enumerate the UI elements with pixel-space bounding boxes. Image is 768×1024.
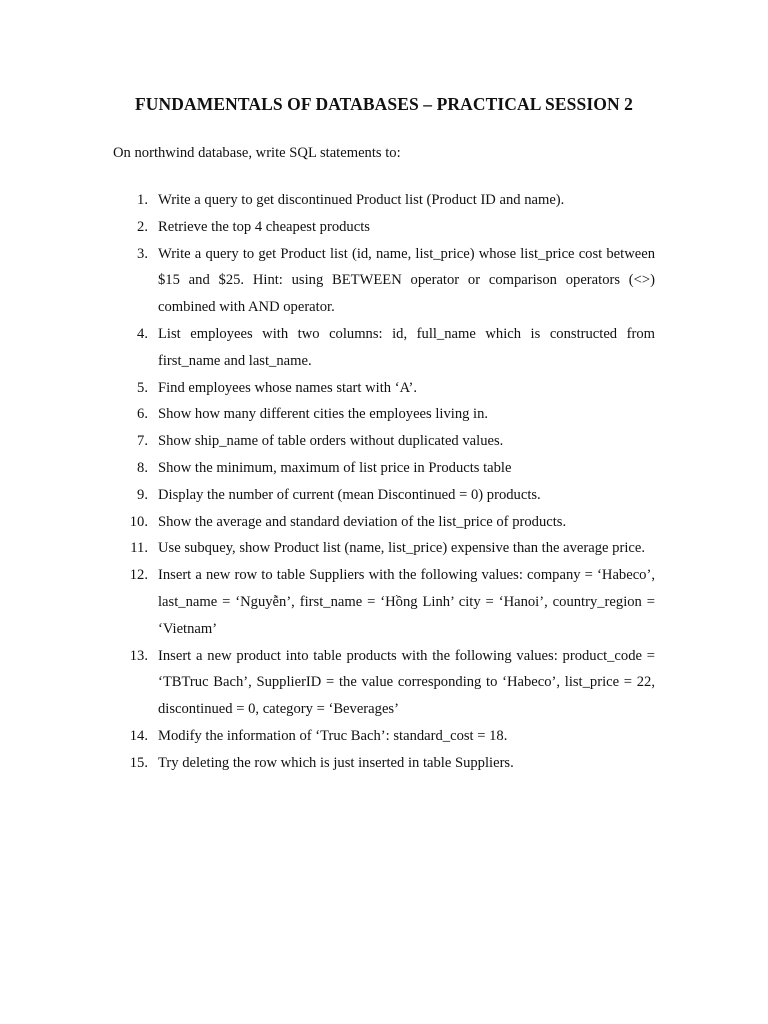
item-text: Show ship_name of table orders without duplicated values. [158, 433, 504, 450]
intro-text: On northwind database, write SQL statements to: [113, 145, 401, 161]
list-item [0, 750, 768, 777]
list-item [0, 375, 768, 402]
item-text: Modify the information of ‘Truc Bach’: standard_cost = 18. [158, 727, 508, 744]
list-item [0, 187, 768, 214]
list-item [0, 321, 768, 375]
item-number: 1. [137, 192, 148, 208]
list-item [0, 455, 768, 482]
item-text: Insert a new product into table products with the following values: product_code = ‘TBTruc Bach’, SupplierID = the value corresponding to ‘Habeco’, list_price = 22, discontinued = 0, category = ‘Beverages’ [158, 647, 655, 718]
page-title: FUNDAMENTALS OF DATABASES – PRACTICAL SESSION 2 [134, 94, 634, 114]
item-number: 3. [137, 245, 148, 262]
item-text: Insert a new row to table Suppliers with the following values: company = ‘Habeco’, last_name = ‘Nguyễn’, first_name = ‘Hồng Linh’ city = ‘Hanoi’, country_region = ‘Vietnam’ [158, 567, 655, 637]
item-number: 9. [137, 486, 148, 503]
item-number: 2. [137, 218, 148, 235]
item-number: 8. [137, 459, 148, 476]
list-item [0, 535, 768, 562]
list-item [0, 241, 768, 321]
item-text: Show how many different cities the employees living in. [158, 406, 489, 423]
item-number: 12. [129, 567, 148, 584]
item-text: Show the minimum, maximum of list price in Products table [158, 459, 512, 476]
list-item [0, 509, 768, 536]
item-number: 13. [129, 647, 148, 664]
list-item [0, 482, 768, 509]
item-text: Try deleting the row which is just inserted in table Suppliers. [158, 754, 514, 771]
item-text: Show the average and standard deviation of the list_price of products. [158, 513, 567, 530]
item-text: Retrieve the top 4 cheapest products [158, 218, 370, 235]
item-number: 4. [137, 325, 148, 342]
item-text: Find employees whose names start with ‘A’. [158, 379, 417, 396]
item-text: Use subquey, show Product list (name, list_price) expensive than the average price. [158, 540, 645, 557]
list-item [0, 562, 768, 642]
item-number: 14. [129, 727, 148, 744]
item-number: 5. [137, 379, 148, 396]
list-item [0, 428, 768, 455]
list-item [0, 401, 768, 428]
item-number: 7. [137, 433, 148, 450]
exercise-list [0, 187, 768, 777]
item-number: 6. [137, 406, 148, 423]
item-text: Write a query to get Product list (id, name, list_price) whose list_price cost between $15 and $25. Hint: using BETWEEN operator or comparison operators (<>) combined with AND operator. [158, 245, 655, 316]
item-number: 15. [129, 754, 148, 771]
item-number: 11. [130, 540, 148, 557]
list-item [0, 214, 768, 241]
item-text: Display the number of current (mean Discontinued = 0) products. [158, 486, 541, 503]
list-item [0, 723, 768, 750]
item-text: Write a query to get discontinued Product list (Product ID and name). [158, 192, 565, 208]
list-item [0, 643, 768, 723]
item-number: 10. [129, 513, 148, 530]
item-text: List employees with two columns: id, full_name which is constructed from first_name and last_name. [158, 325, 655, 369]
